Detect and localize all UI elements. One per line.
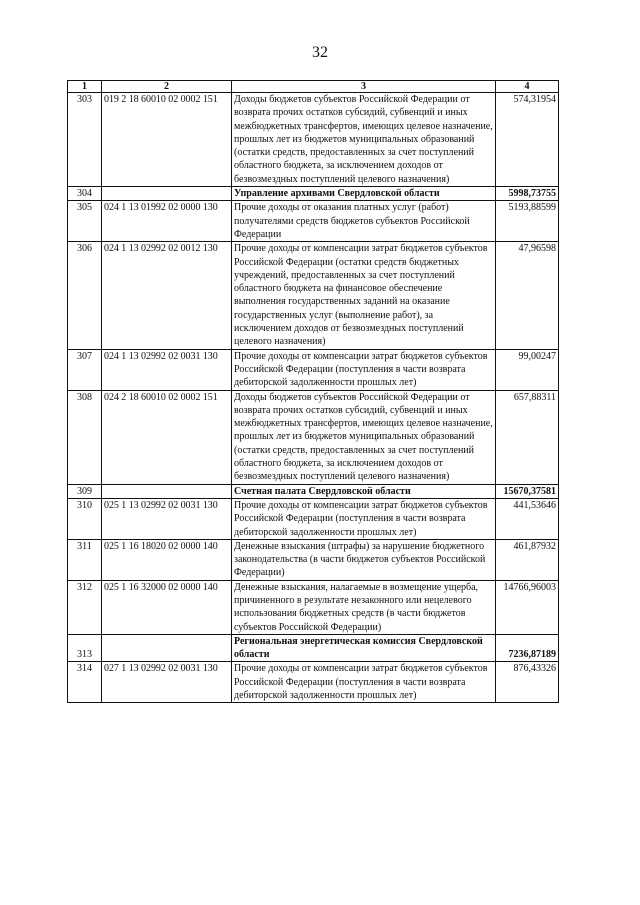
amount: 441,53646 (496, 498, 559, 539)
revenue-description: Доходы бюджетов субъектов Российской Федерации от возврата прочих остатков субсидий, субвенций и иных межбюджетных трансфертов, имеющих целевое назначение, прошлых лет из бюджетов муниципальных образований (остатки средств, предоставленных за счет поступлений областного бюджета, за исключением доходов от безвозмездных поступлений целевого назначения) (232, 390, 496, 484)
row-number: 314 (68, 662, 102, 703)
administrator-name: Региональная энергетическая комиссия Свердловской области (232, 634, 496, 662)
revenue-description: Прочие доходы от компенсации затрат бюджетов субъектов Российской Федерации (поступления в части возврата дебиторской задолженности прошлых лет) (232, 662, 496, 703)
budget-revenue-table (67, 80, 559, 703)
column-header-3: 3 (232, 81, 496, 93)
budget-code (102, 484, 232, 498)
revenue-description: Денежные взыскания, налагаемые в возмещение ущерба, причиненного в результате незаконного или нецелевого использования бюджетных средств (в части бюджетов субъектов Российской Федерации) (232, 580, 496, 634)
budget-code: 024 1 13 02992 02 0031 130 (102, 349, 232, 390)
revenue-description: Прочие доходы от компенсации затрат бюджетов субъектов Российской Федерации (поступления в части возврата дебиторской задолженности прошлых лет) (232, 498, 496, 539)
budget-code: 019 2 18 60010 02 0002 151 (102, 93, 232, 187)
budget-code: 024 2 18 60010 02 0002 151 (102, 390, 232, 484)
amount: 14766,96003 (496, 580, 559, 634)
administrator-name: Управление архивами Свердловской области (232, 187, 496, 201)
table-row-section (68, 634, 559, 662)
table-header-row (68, 81, 559, 93)
table-row (68, 390, 559, 484)
column-header-4: 4 (496, 81, 559, 93)
amount: 15670,37581 (496, 484, 559, 498)
table-row (68, 349, 559, 390)
budget-code: 024 1 13 02992 02 0012 130 (102, 242, 232, 349)
budget-code: 025 1 16 32000 02 0000 140 (102, 580, 232, 634)
table-row (68, 93, 559, 187)
column-header-1: 1 (68, 81, 102, 93)
row-number: 305 (68, 201, 102, 242)
row-number: 303 (68, 93, 102, 187)
table-row (68, 498, 559, 539)
amount: 876,43326 (496, 662, 559, 703)
table-row (68, 201, 559, 242)
row-number: 312 (68, 580, 102, 634)
row-number: 311 (68, 539, 102, 580)
row-number: 313 (68, 634, 102, 662)
row-number: 308 (68, 390, 102, 484)
table-row (68, 662, 559, 703)
amount: 5193,88599 (496, 201, 559, 242)
row-number: 309 (68, 484, 102, 498)
amount: 7236,87189 (496, 634, 559, 662)
budget-code (102, 634, 232, 662)
table-row (68, 242, 559, 349)
column-header-2: 2 (102, 81, 232, 93)
revenue-description: Денежные взыскания (штрафы) за нарушение бюджетного законодательства (в части бюджетов субъектов Российской Федерации) (232, 539, 496, 580)
amount: 461,87932 (496, 539, 559, 580)
table-row (68, 580, 559, 634)
amount: 574,31954 (496, 93, 559, 187)
table-row (68, 539, 559, 580)
amount: 99,00247 (496, 349, 559, 390)
row-number: 306 (68, 242, 102, 349)
table-row-section (68, 484, 559, 498)
table-row-section (68, 187, 559, 201)
row-number: 307 (68, 349, 102, 390)
amount: 5998,73755 (496, 187, 559, 201)
row-number: 304 (68, 187, 102, 201)
budget-code: 027 1 13 02992 02 0031 130 (102, 662, 232, 703)
revenue-description: Доходы бюджетов субъектов Российской Федерации от возврата прочих остатков субсидий, субвенций и иных межбюджетных трансфертов, имеющих целевое назначение, прошлых лет из бюджетов муниципальных образований (остатки средств, предоставленных за счет поступлений областного бюджета, за исключением доходов от безвозмездных поступлений целевого назначения) (232, 93, 496, 187)
revenue-description: Прочие доходы от оказания платных услуг (работ) получателями средств бюджетов субъектов Российской Федерации (232, 201, 496, 242)
budget-code: 025 1 16 18020 02 0000 140 (102, 539, 232, 580)
budget-code: 025 1 13 02992 02 0031 130 (102, 498, 232, 539)
amount: 657,88311 (496, 390, 559, 484)
budget-code (102, 187, 232, 201)
administrator-name: Счетная палата Свердловской области (232, 484, 496, 498)
amount: 47,96598 (496, 242, 559, 349)
budget-code: 024 1 13 01992 02 0000 130 (102, 201, 232, 242)
page-number: 32 (312, 44, 328, 61)
row-number: 310 (68, 498, 102, 539)
revenue-description: Прочие доходы от компенсации затрат бюджетов субъектов Российской Федерации (остатки средств бюджетных учреждений, предоставленных за счет поступлений областного бюджета на финансовое обеспечение выполнения государственных заданий на оказание государственных услуг (выполнение работ), за исключением доходов от безвозмездных поступлений целевого назначения) (232, 242, 496, 349)
revenue-description: Прочие доходы от компенсации затрат бюджетов субъектов Российской Федерации (поступления в части возврата дебиторской задолженности прошлых лет) (232, 349, 496, 390)
